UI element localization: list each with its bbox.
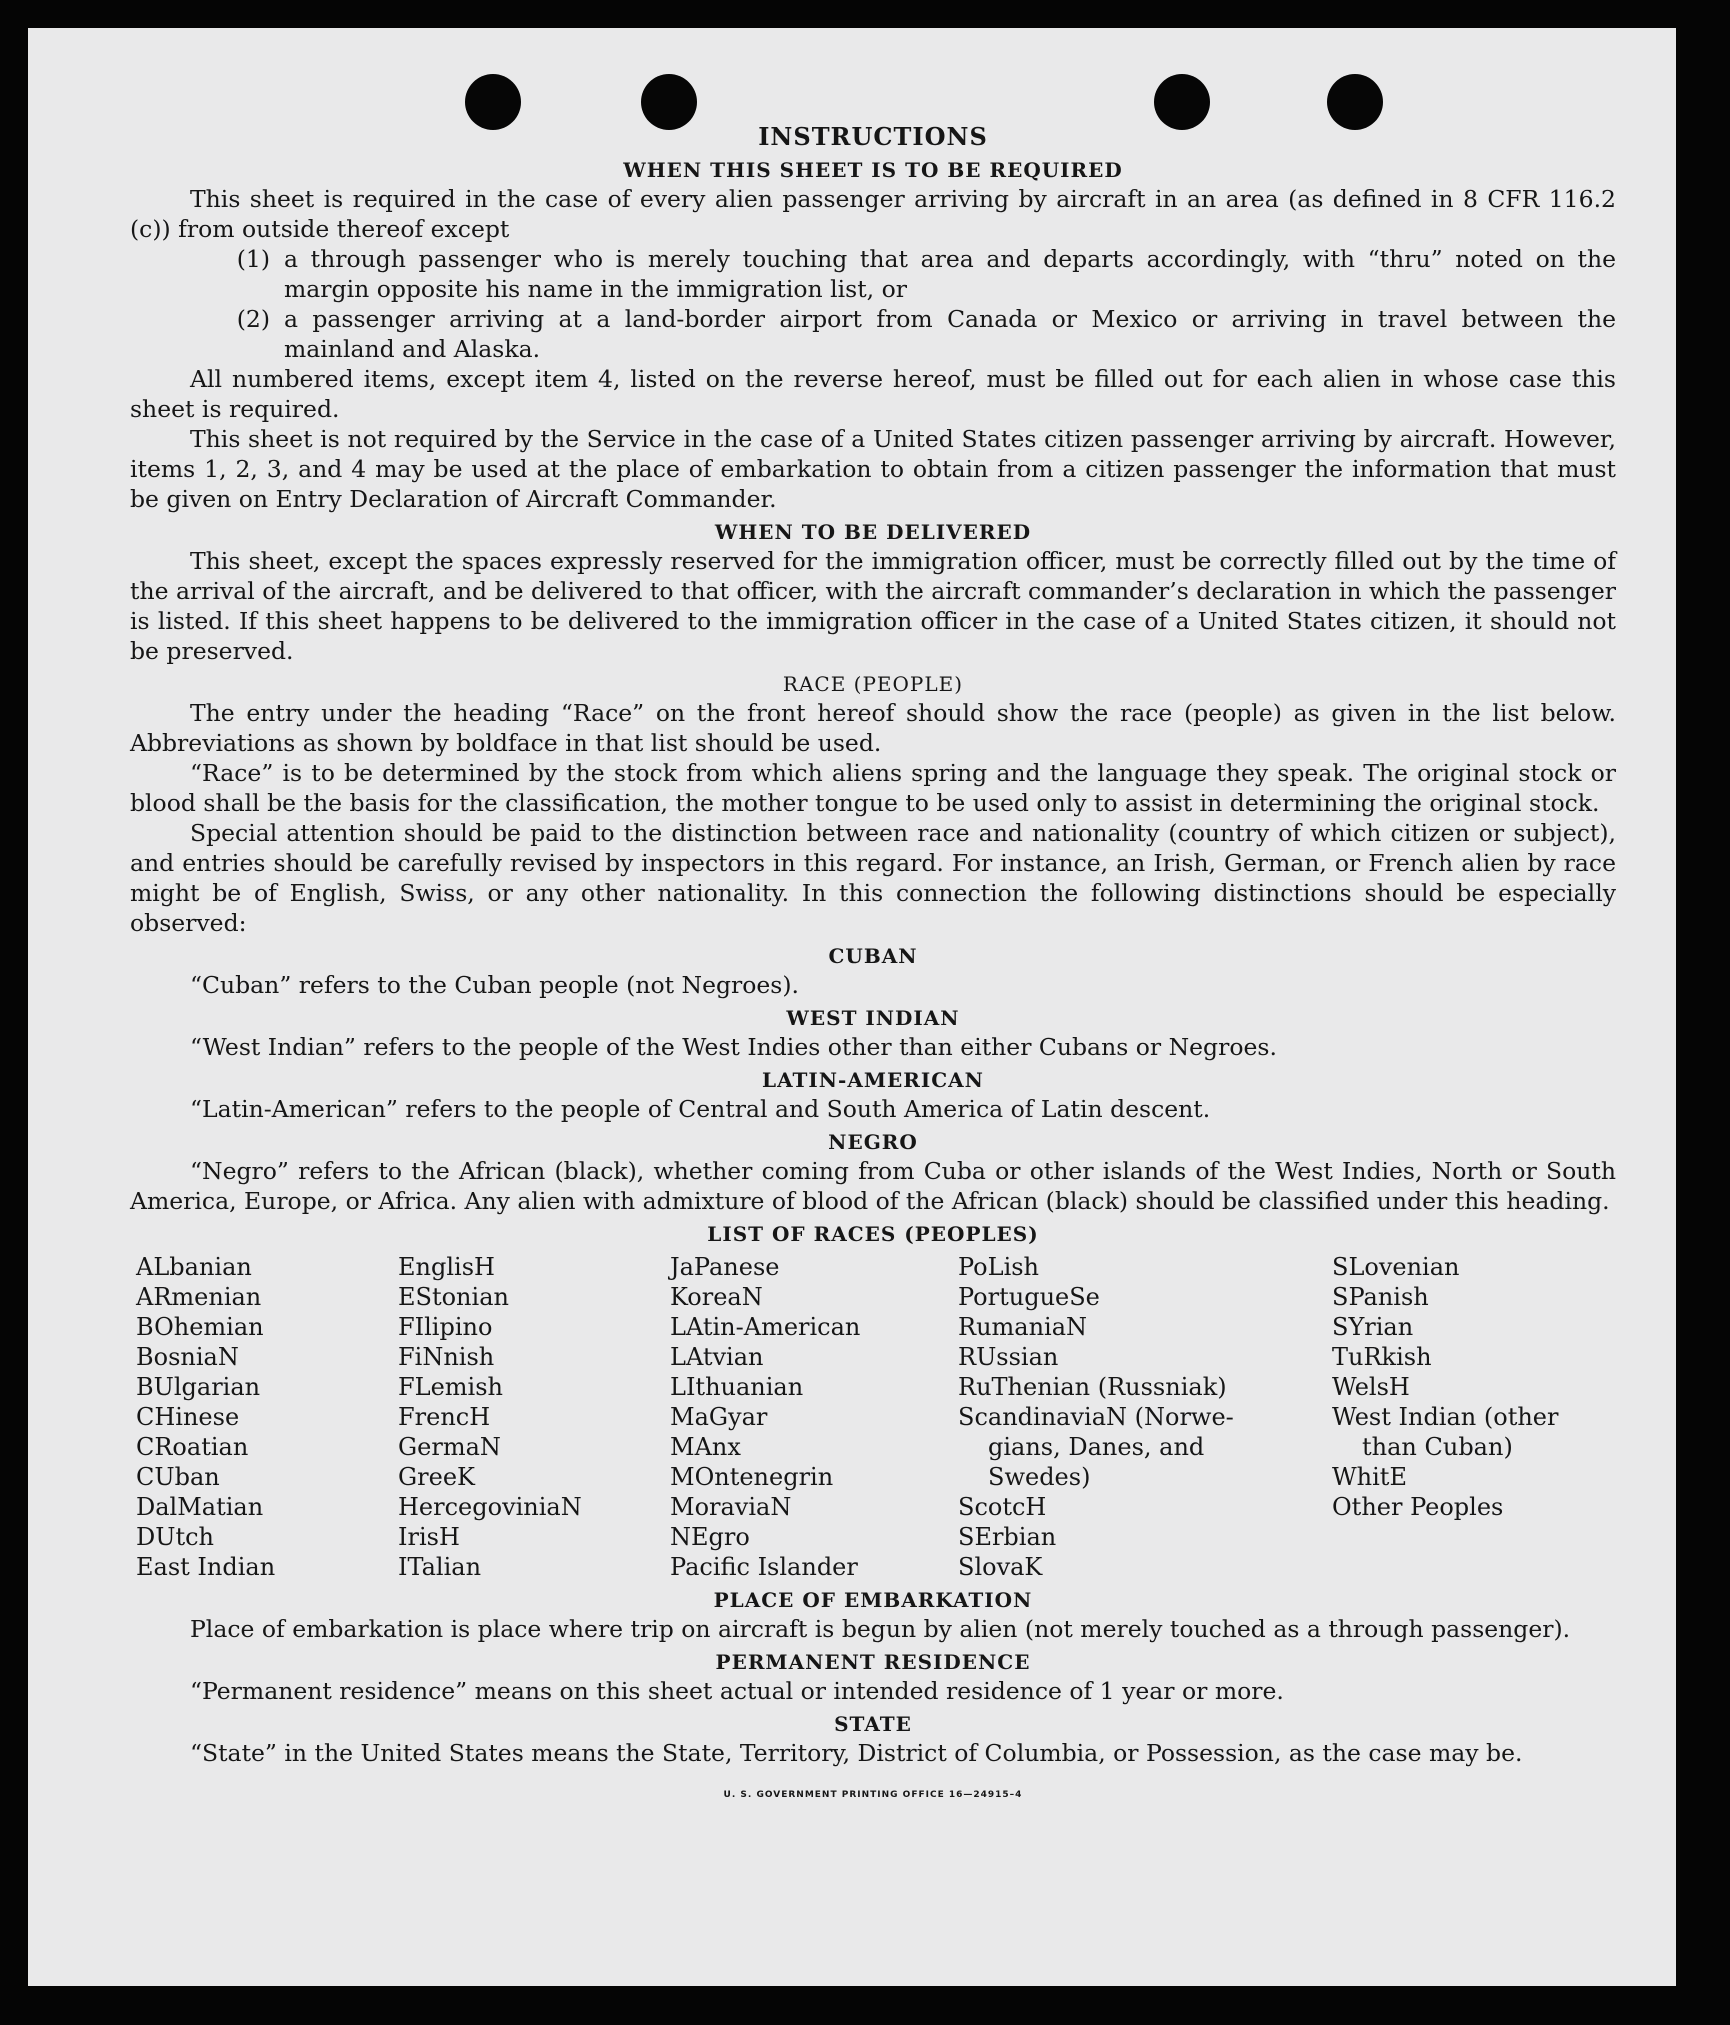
race-entry: SPanish: [1332, 1283, 1429, 1311]
race-entry: PoLish: [958, 1253, 1040, 1281]
document-sheet: [28, 28, 1676, 1986]
race-entry: FiNnish: [398, 1343, 495, 1371]
paragraph: “Race” is to be determined by the stock from which aliens spring and the language they speak. The original stock or blood shall be the basis for the classification, the mother tongue to be used only to assist in determining the original stock.: [130, 759, 1616, 817]
race-entry: BosniaN: [136, 1343, 239, 1371]
race-entry: EStonian: [398, 1283, 509, 1311]
race-entry: ScandinaviaN (Norwe-: [958, 1403, 1234, 1431]
paragraph: All numbered items, except item 4, listed on the reverse hereof, must be filled out for each alien in whose case this sheet is required.: [130, 365, 1616, 423]
race-entry: WelsH: [1332, 1373, 1410, 1401]
page-title: INSTRUCTIONS: [758, 122, 988, 151]
list-item: [130, 304, 1616, 364]
paragraph: This sheet is required in the case of every alien passenger arriving by aircraft in an area (as defined in 8 CFR 116.2 (c)) from outside thereof except: [130, 185, 1616, 243]
race-entry: SErbian: [958, 1523, 1057, 1551]
race-entry: PortugueSe: [958, 1283, 1100, 1311]
race-entry: WhitE: [1332, 1463, 1407, 1491]
race-entry: CRoatian: [136, 1433, 249, 1461]
race-entry: LAtvian: [670, 1343, 764, 1371]
paragraph: This sheet is not required by the Service in the case of a United States citizen passenger arriving by aircraft. However, items 1, 2, 3, and 4 may be used at the place of embarkation to obtain from a citizen passenger the information that must be given on Entry Declaration of Aircraft Commander.: [130, 425, 1616, 513]
paragraph: Special attention should be paid to the distinction between race and nationality (country of which citizen or subject), and entries should be carefully revised by inspectors in this regard. For instance, an Irish, German, or French alien by race might be of English, Swiss, or any other nationality. In this connection the following distinctions should be especially observed:: [130, 819, 1616, 937]
heading-when-required: WHEN THIS SHEET IS TO BE REQUIRED: [623, 158, 1123, 182]
race-entry: FLemish: [398, 1373, 503, 1401]
printer-imprint: U. S. GOVERNMENT PRINTING OFFICE 16—24915–4: [723, 1790, 1023, 1800]
races-column: [1332, 1252, 1612, 1582]
item-text: a through passenger who is merely touching that area and departs accordingly, with “thru” noted on the margin opposite his name in the immigration list, or: [284, 245, 1616, 303]
race-entry: SLovenian: [1332, 1253, 1460, 1281]
paragraph: Place of embarkation is place where trip on aircraft is begun by alien (not merely touched as a through passenger).: [190, 1615, 1571, 1643]
instructions-body: [130, 122, 1616, 1810]
heading-permanent-residence: PERMANENT RESIDENCE: [715, 1650, 1031, 1674]
race-entry: MoraviaN: [670, 1493, 792, 1521]
race-entry: LAtin-American: [670, 1313, 861, 1341]
race-entry: gians, Danes, and: [988, 1433, 1205, 1461]
heading-cuban: CUBAN: [828, 944, 918, 968]
race-entry: West Indian (other: [1332, 1403, 1559, 1431]
races-column: [958, 1252, 1332, 1582]
race-entry: Other Peoples: [1332, 1493, 1504, 1521]
race-entry: than Cuban): [1362, 1433, 1513, 1461]
race-entry: Pacific Islander: [670, 1553, 858, 1581]
races-column: [136, 1252, 398, 1582]
paragraph: “State” in the United States means the State, Territory, District of Columbia, or Possession, as the case may be.: [190, 1739, 1523, 1767]
paragraph: The entry under the heading “Race” on the front hereof should show the race (people) as given in the list below. Abbreviations as shown by boldface in that list should be used.: [130, 699, 1616, 757]
heading-west-indian: WEST INDIAN: [786, 1006, 960, 1030]
race-entry: KoreaN: [670, 1283, 763, 1311]
race-entry: FIlipino: [398, 1313, 493, 1341]
race-entry: RuThenian (Russniak): [958, 1373, 1227, 1401]
race-entry: CHinese: [136, 1403, 240, 1431]
paragraph: “Latin-American” refers to the people of Central and South America of Latin descent.: [190, 1095, 1211, 1123]
heading-race: RACE (PEOPLE): [782, 672, 964, 696]
race-entry: CUban: [136, 1463, 220, 1491]
item-number: (2): [236, 305, 270, 333]
race-entry: FrencH: [398, 1403, 491, 1431]
item-text: a passenger arriving at a land-border airport from Canada or Mexico or arriving in travel between the mainland and Alaska.: [284, 305, 1616, 363]
item-number: (1): [236, 245, 270, 273]
heading-list-of-races: LIST OF RACES (PEOPLES): [707, 1222, 1039, 1246]
race-entry: RUssian: [958, 1343, 1059, 1371]
race-entry: JaPanese: [670, 1253, 780, 1281]
race-entry: MaGyar: [670, 1403, 768, 1431]
race-entry: MAnx: [670, 1433, 741, 1461]
race-entry: TuRkish: [1332, 1343, 1432, 1371]
race-entry: MOntenegrin: [670, 1463, 834, 1491]
race-entry: GreeK: [398, 1463, 475, 1491]
race-entry: SYrian: [1332, 1313, 1414, 1341]
race-entry: SlovaK: [958, 1553, 1043, 1581]
race-entry: ScotcH: [958, 1493, 1047, 1521]
paragraph: “West Indian” refers to the people of the West Indies other than either Cubans or Negroes.: [190, 1033, 1277, 1061]
race-entry: HercegoviniaN: [398, 1493, 582, 1521]
race-entry: EnglisH: [398, 1253, 495, 1281]
race-entry: BUlgarian: [136, 1373, 261, 1401]
paragraph: This sheet, except the spaces expressly reserved for the immigration officer, must be correctly filled out by the time of the arrival of the aircraft, and be delivered to that officer, with the aircraft commander’s declaration in which the passenger is listed. If this sheet happens to be delivered to the immigration officer in the case of a United States citizen, it should not be preserved.: [130, 547, 1616, 665]
paragraph: “Cuban” refers to the Cuban people (not Negroes).: [190, 971, 800, 999]
heading-state: STATE: [834, 1712, 912, 1736]
races-column: [398, 1252, 670, 1582]
race-entry: ITalian: [398, 1553, 482, 1581]
race-entry: RumaniaN: [958, 1313, 1088, 1341]
race-entry: DUtch: [136, 1523, 215, 1551]
race-entry: ALbanian: [136, 1253, 252, 1281]
race-entry: DalMatian: [136, 1493, 264, 1521]
heading-when-delivered: WHEN TO BE DELIVERED: [714, 520, 1032, 544]
races-column: [670, 1252, 958, 1582]
heading-place-of-embarkation: PLACE OF EMBARKATION: [713, 1588, 1033, 1612]
race-entry: Swedes): [988, 1463, 1091, 1491]
race-entry: ARmenian: [136, 1283, 262, 1311]
heading-negro: NEGRO: [828, 1130, 918, 1154]
heading-latin-american: LATIN-AMERICAN: [762, 1068, 984, 1092]
race-entry: LIthuanian: [670, 1373, 804, 1401]
race-entry: NEgro: [670, 1523, 750, 1551]
race-entry: East Indian: [136, 1553, 276, 1581]
paragraph: “Negro” refers to the African (black), whether coming from Cuba or other islands of the West Indies, North or South America, Europe, or Africa. Any alien with admixture of blood of the African (black) should be classified under this heading.: [130, 1157, 1616, 1215]
list-item: [130, 244, 1616, 304]
races-table: [136, 1252, 1616, 1582]
race-entry: BOhemian: [136, 1313, 264, 1341]
race-entry: GermaN: [398, 1433, 501, 1461]
paragraph: “Permanent residence” means on this sheet actual or intended residence of 1 year or more.: [190, 1677, 1284, 1705]
race-entry: IrisH: [398, 1523, 460, 1551]
